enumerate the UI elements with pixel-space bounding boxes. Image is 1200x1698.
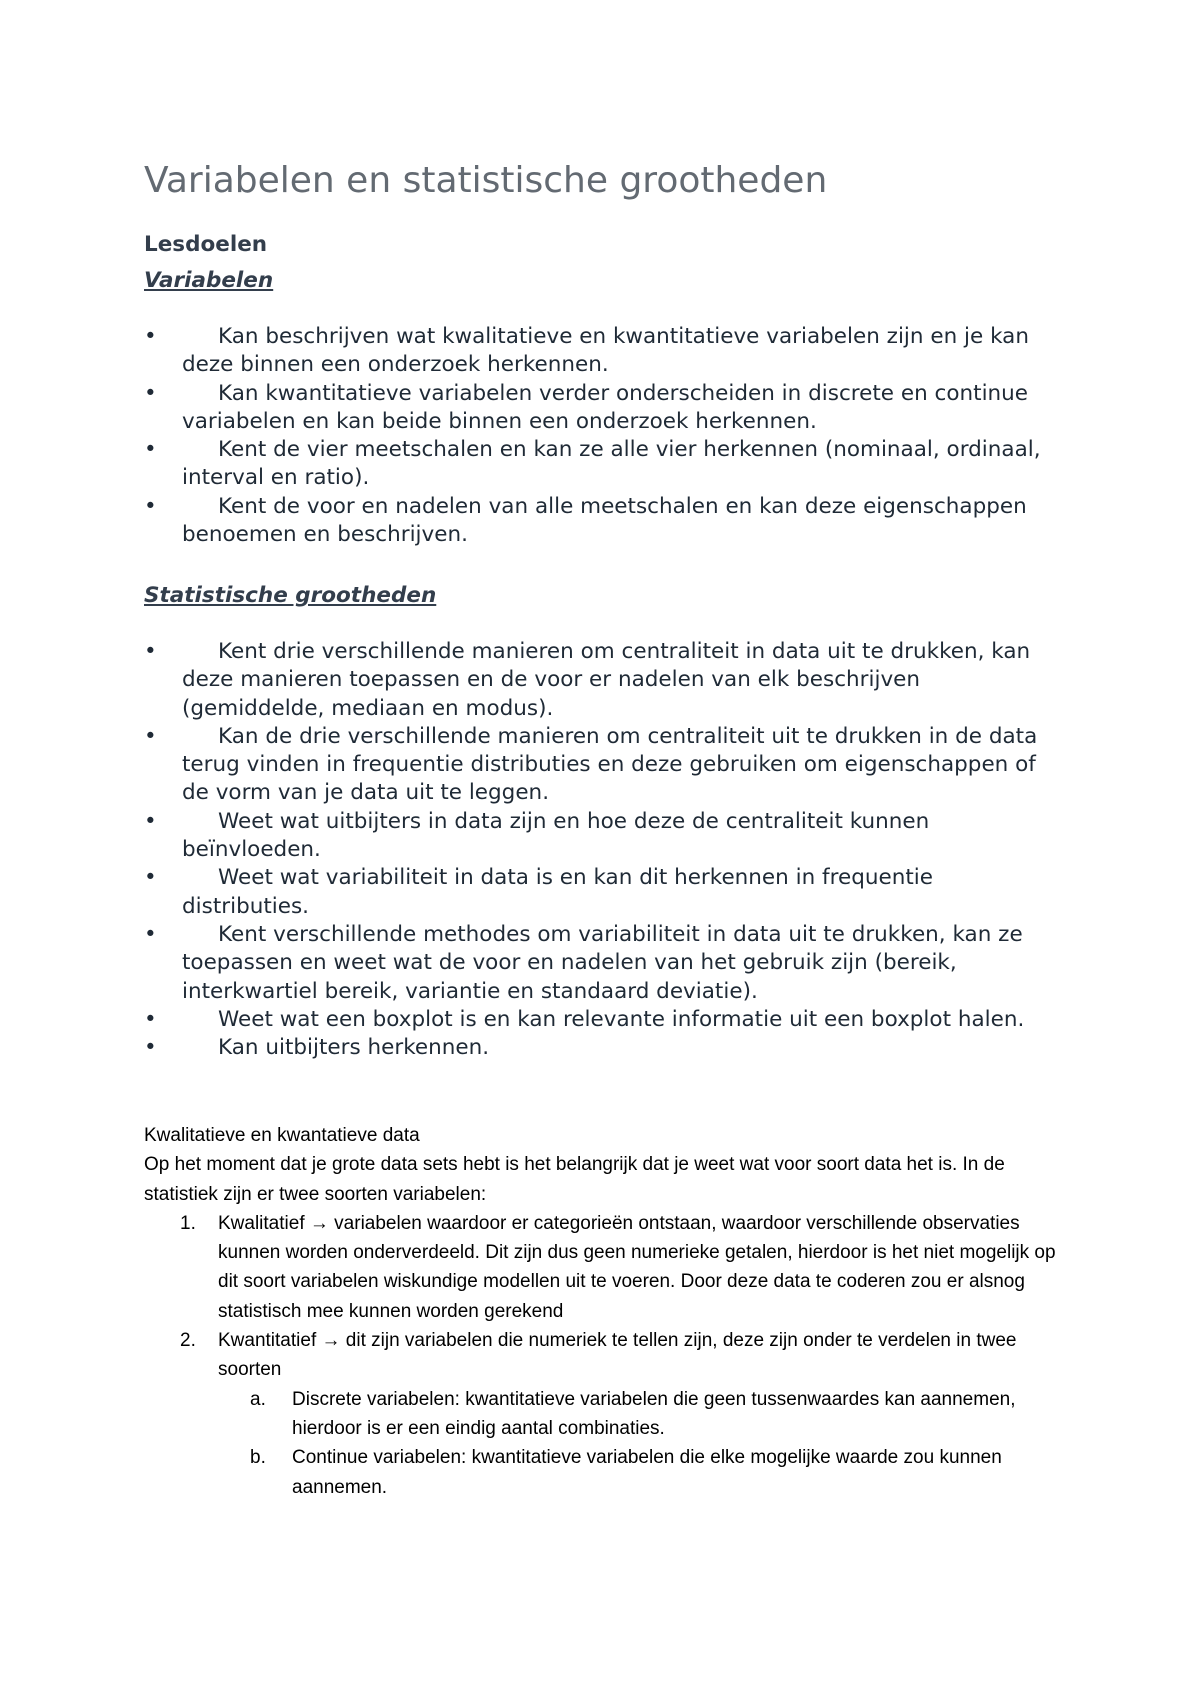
bullet-icon: •: [144, 1035, 157, 1061]
statistische-goals-list: [144, 638, 1064, 1062]
page-title: Variabelen en statistische grootheden: [144, 160, 828, 201]
list-item: [144, 436, 1064, 493]
list-item-text: Weet wat uitbijters in data zijn en hoe deze de centraliteit kunnen beïnvloeden.: [182, 808, 930, 863]
item-text: Discrete variabelen: kwantitatieve variabelen die geen tussenwaardes kan aannemen, hierdoor is er een eindig aantal combinaties.: [292, 1388, 1016, 1439]
variabelen-heading: Variabelen: [144, 268, 274, 293]
list-item-text: Kent de vier meetschalen en kan ze alle vier herkennen (nominaal, ordinaal, interval en ratio).: [182, 437, 1041, 491]
quantitative-subtypes-list: [218, 1385, 1064, 1502]
bullet-icon: •: [144, 865, 157, 891]
list-number: 1.: [180, 1212, 196, 1234]
list-item-text: Kent verschillende methodes om variabiliteit in data uit te drukken, kan ze toepassen en weet wat de voor en nadelen van het gebruik zijn (bereik, interkwartiel bereik, variantie en standaard deviatie).: [182, 921, 1023, 1004]
list-item: [144, 723, 1064, 808]
bullet-icon: •: [144, 723, 157, 749]
list-item: [144, 638, 1064, 723]
item-text: Continue variabelen: kwantitatieve variabelen die elke mogelijke waarde zou kunnen aannemen.: [292, 1447, 1002, 1498]
lesdoelen-heading: Lesdoelen: [144, 232, 268, 257]
list-item: [144, 380, 1064, 437]
item-label: Kwantitatief: [218, 1330, 317, 1352]
list-item: [218, 1443, 1064, 1502]
list-number: 2.: [180, 1330, 196, 1352]
list-item-text: Weet wat variabiliteit in data is en kan dit herkennen in frequentie distributies.: [182, 865, 933, 919]
bullet-icon: •: [144, 921, 157, 947]
list-item: [144, 493, 1064, 550]
data-section-heading: Kwalitatieve en kwantatieve data: [144, 1125, 420, 1146]
bullet-icon: •: [144, 324, 157, 349]
bullet-icon: •: [144, 1006, 157, 1032]
list-letter: b.: [250, 1447, 266, 1469]
list-item: [144, 808, 1064, 865]
list-item: [144, 921, 1064, 1006]
list-item-text: Weet wat een boxplot is en kan relevante informatie uit een boxplot halen.: [218, 1006, 1025, 1032]
arrow-right-icon: →: [309, 1212, 329, 1234]
list-item-text: Kan kwantitatieve variabelen verder onderscheiden in discrete en continue variabelen en kan beide binnen een onderzoek herkennen.: [182, 380, 1029, 434]
list-item-text: Kan uitbijters herkennen.: [218, 1035, 490, 1061]
bullet-icon: •: [144, 639, 157, 664]
list-item: [144, 323, 1064, 380]
bullet-icon: •: [144, 437, 157, 463]
list-item: [144, 864, 1064, 921]
list-item-text: Kan beschrijven wat kwalitatieve en kwantitatieve variabelen zijn en je kan deze binnen een onderzoek herkennen.: [182, 324, 1029, 378]
variabelen-goals-list: [144, 323, 1064, 549]
item-label: Kwalitatief: [218, 1212, 305, 1234]
bullet-icon: •: [144, 493, 157, 519]
list-item: [144, 1209, 1064, 1326]
variable-types-list: [144, 1209, 1064, 1502]
list-letter: a.: [250, 1388, 266, 1410]
arrow-right-icon: →: [321, 1330, 341, 1352]
bullet-icon: •: [144, 808, 157, 834]
bullet-icon: •: [144, 380, 157, 406]
list-item-text: Kent de voor en nadelen van alle meetschalen en kan deze eigenschappen benoemen en beschrijven.: [182, 493, 1027, 548]
list-item-text: Kent drie verschillende manieren om centraliteit in data uit te drukken, kan deze manieren toepassen en de voor er nadelen van elk beschrijven (gemiddelde, mediaan en modus).: [182, 639, 1031, 721]
data-section: [144, 1121, 1064, 1502]
list-item: [144, 1006, 1064, 1034]
list-item: [144, 1326, 1064, 1502]
item-text: variabelen waardoor er categorieën ontstaan, waardoor verschillende observaties kunnen worden onderverdeeld. Dit zijn dus geen numerieke getalen, hierdoor is het niet mogelijk op dit soort variabelen wiskundige modellen uit te voeren. Door deze data te coderen zou er alsnog statistisch mee kunnen worden gerekend: [218, 1212, 1056, 1322]
list-item: [144, 1034, 1064, 1062]
statistische-grootheden-heading: Statistische grootheden: [144, 583, 437, 608]
data-section-intro: Op het moment dat je grote data sets hebt is het belangrijk dat je weet wat voor soort data het is. In de statistiek zijn er twee soorten variabelen:: [144, 1154, 1005, 1205]
list-item: [218, 1385, 1064, 1444]
item-text: dit zijn variabelen die numeriek te tellen zijn, deze zijn onder te verdelen in twee soorten: [218, 1330, 1017, 1381]
list-item-text: Kan de drie verschillende manieren om centraliteit uit te drukken in de data terug vinden in frequentie distributies en deze gebruiken om eigenschappen of de vorm van je data uit te leggen.: [182, 723, 1038, 806]
